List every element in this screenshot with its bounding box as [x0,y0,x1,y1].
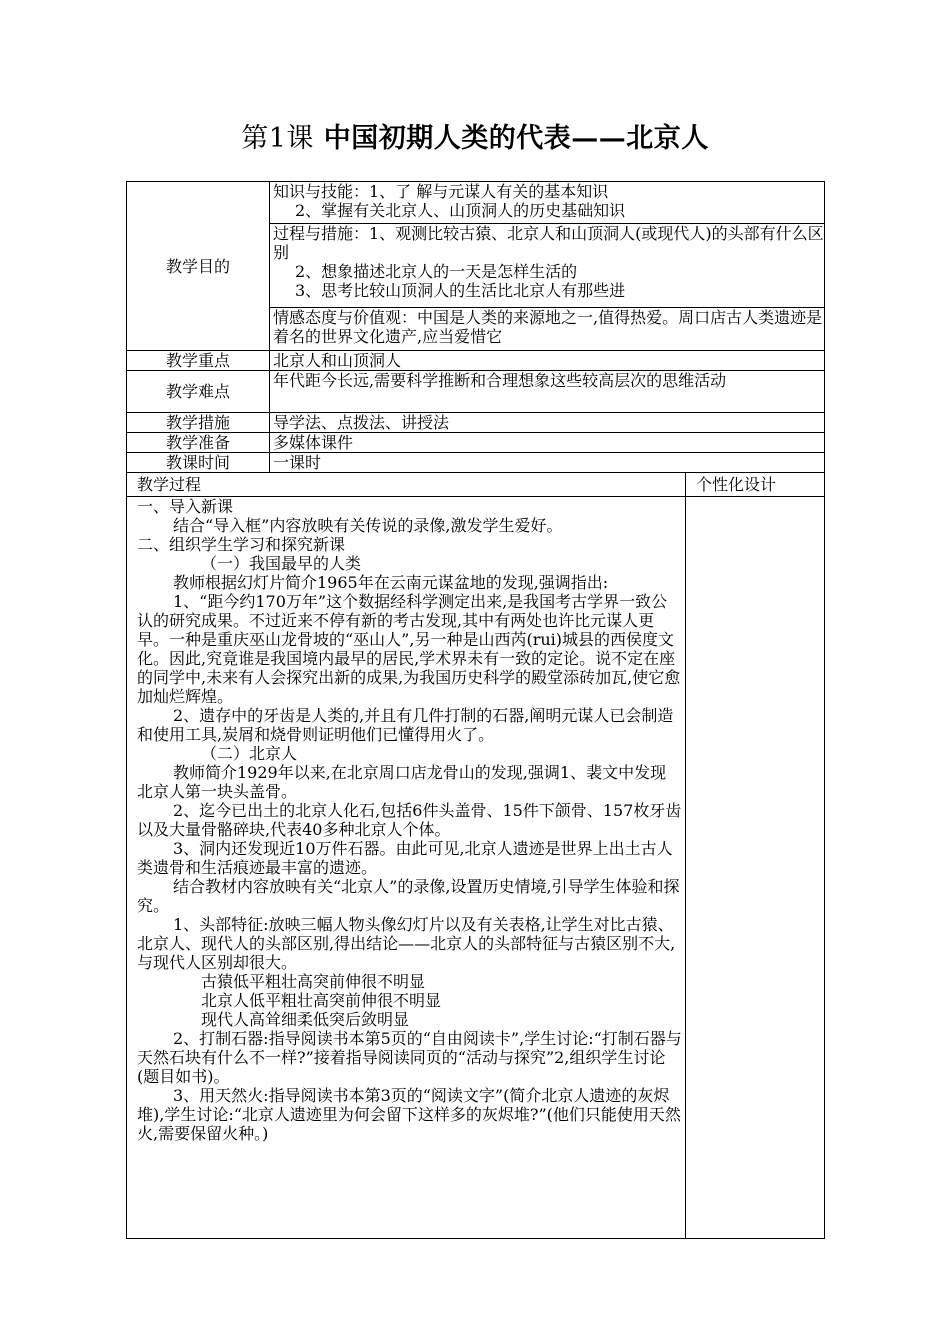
process-paragraph: 2、打制石器:指导阅读书本第5页的“自由阅读卡”,学生讨论:“打制石器与天然石块有什么不一样?”接着指导阅读同页的“活动与探究”2,组织学生讨论(题目如书)。 [137,1029,682,1086]
comparison-line-peking-man: 北京人低平粗壮高突前伸很不明显 [201,991,442,1010]
process-content [127,497,686,1239]
lesson-number: 第1课 [241,123,314,154]
key-point-value: 北京人和山顶洞人 [270,351,825,371]
lesson-plan-table [126,181,825,1239]
process-line-1: 过程与措施：1、观测比较古猿、北京人和山顶洞人(或现代人)的头部有什么区别 [273,224,824,262]
process-line-2: 2、想象描述北京人的一天是怎样生活的 [295,262,578,281]
process-paragraph: 教师简介1929年以来,在北京周口店龙骨山的发现,强调1、裴文中发现北京人第一块头盖骨。 [137,763,667,801]
duration-label: 教课时间 [127,453,270,473]
process-section-2: 二、组织学生学习和探究新课 [137,535,346,554]
process-paragraph: 2、遗存中的牙齿是人类的,并且有几件打制的石器,阐明元谋人已会制造和使用工具,炭屑和烧骨则证明他们已懂得用火了。 [137,706,674,744]
personalized-design-cell [686,497,825,1239]
process-label: 教学过程 [127,473,686,497]
objectives-label: 教学目的 [127,182,270,351]
process-subsection-1: （一）我国最早的人类 [201,554,362,573]
process-paragraph: 2、迄今已出土的北京人化石,包括6件头盖骨、15件下颌骨、157枚牙齿以及大量骨骼碎块,代表40多种北京人个体。 [137,801,682,839]
comparison-line-modern-human: 现代人高耸细柔低突后敛明显 [201,1010,410,1029]
method-value: 导学法、点拨法、讲授法 [270,413,825,433]
difficulty-label: 教学难点 [127,371,270,413]
process-line-3: 3、思考比较山顶洞人的生活比北京人有那些进 [295,281,626,300]
objectives-attitude: 情感态度与价值观：中国是人类的来源地之一,值得热爱。周口店古人类遗迹是着名的世界文化遗产,应当爱惜它 [270,308,825,351]
process-paragraph: 3、洞内还发现近10万件石器。由此可见,北京人遗迹是世界上出土古人类遗骨和生活痕迹最丰富的遗迹。 [137,839,673,877]
objectives-process [270,224,825,308]
process-paragraph: 结合教材内容放映有关“北京人”的录像,设置历史情境,引导学生体验和探究。 [137,877,680,915]
lesson-topic: 中国初期人类的代表——北京人 [323,123,709,154]
method-label: 教学措施 [127,413,270,433]
process-paragraph: 结合“导入框”内容放映有关传说的录像,激发学生爱好。 [173,516,563,535]
preparation-value: 多媒体课件 [270,433,825,453]
process-section-1: 一、导入新课 [137,497,234,516]
knowledge-line-2: 2、掌握有关北京人、山顶洞人的历史基础知识 [295,201,626,220]
process-paragraph: 1、头部特征:放映三幅人物头像幻灯片以及有关表格,让学生对比古猿、北京人、现代人的头部区别,得出结论——北京人的头部特征与古猿区别不大,与现代人区别却很大。 [137,915,676,972]
process-paragraph: 3、用天然火:指导阅读书本第3页的“阅读文字”(简介北京人遗迹的灰烬堆),学生讨论:“北京人遗迹里为何会留下这样多的灰烬堆?”(他们只能使用天然火,需要保留火种。) [137,1086,681,1143]
process-subsection-2: （二）北京人 [201,744,298,763]
personalized-design-label: 个性化设计 [686,473,825,497]
objectives-knowledge [270,182,825,224]
page-title [0,116,950,155]
key-point-label: 教学重点 [127,351,270,371]
difficulty-value: 年代距今长远,需要科学推断和合理想象这些较高层次的思维活动 [270,371,825,413]
comparison-line-ape: 古猿低平粗壮高突前伸很不明显 [201,972,426,991]
knowledge-line-1: 知识与技能：1、了 解与元谋人有关的基本知识 [273,182,609,201]
preparation-label: 教学准备 [127,433,270,453]
duration-value: 一课时 [270,453,825,473]
process-paragraph: 1、“距今约170万年”这个数据经科学测定出来,是我国考古学界一致公认的研究成果。不过近来不停有新的考古发现,其中有两处也许比元谋人更早。一种是重庆巫山龙骨坡的“巫山人”,另一种是山西芮(rui)城县的西侯度文化。因此,究竟谁是我国境内最早的居民,学术界未有一致的定论。说不定在座的同学中,未来有人会探究出新的成果,为我国历史科学的殿堂添砖加瓦,使它愈加灿烂辉煌。 [137,592,681,706]
process-paragraph: 教师根据幻灯片简介1965年在云南元谋盆地的发现,强调指出: [173,573,609,592]
